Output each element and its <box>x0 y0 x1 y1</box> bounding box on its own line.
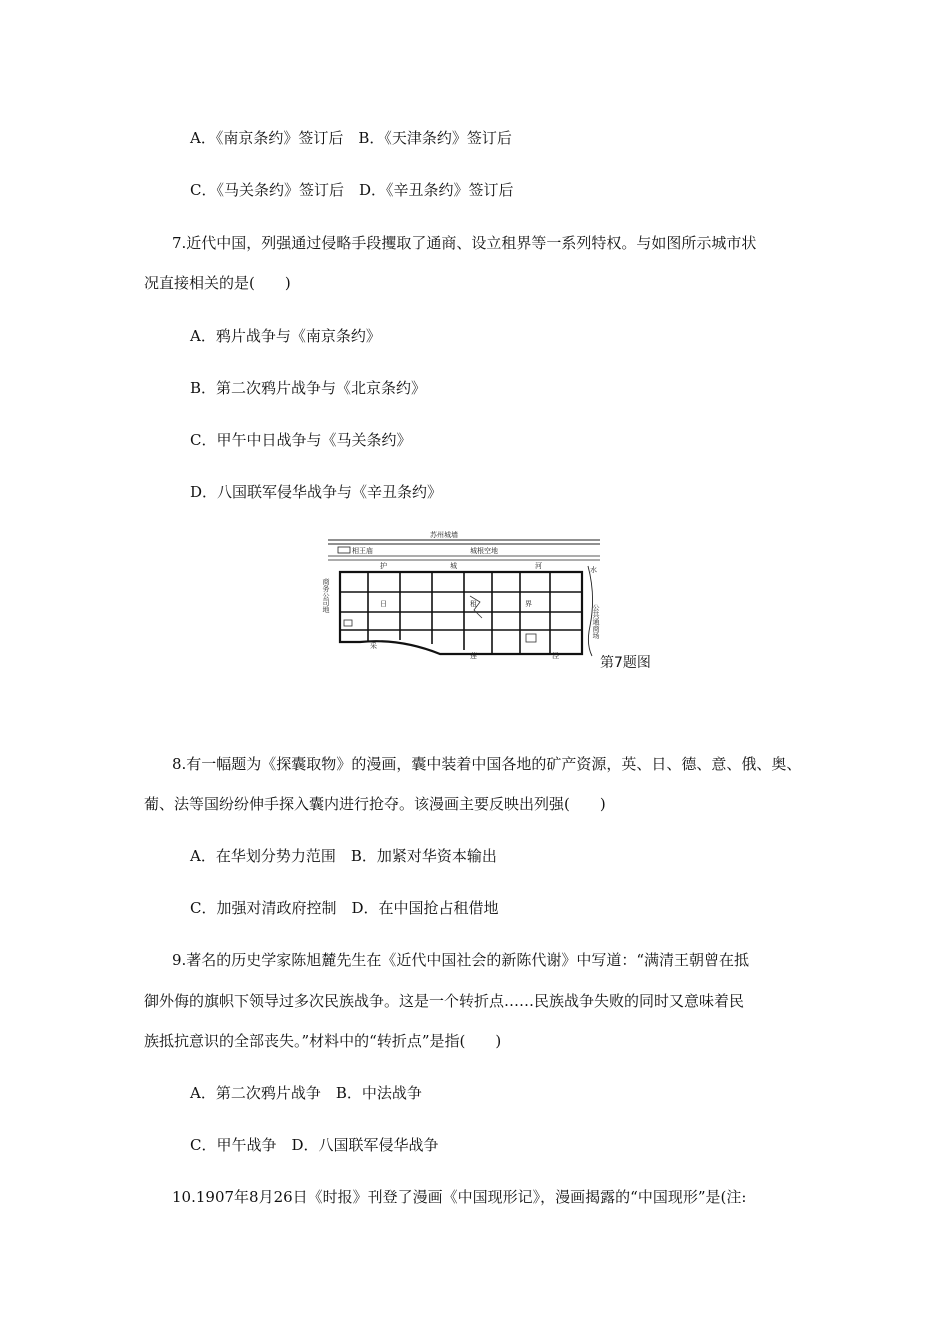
map-label-he: 河 <box>535 562 542 570</box>
map-label-jing: 泾 <box>552 652 559 660</box>
map-label-lian: 莲 <box>470 652 477 660</box>
q6-option-row-2: C．《马关条约》签订后 D．《辛丑条约》签订后 <box>190 181 514 199</box>
q8-option-row-2: C．加强对清政府控制 D．在中国抢占租借地 <box>190 899 499 917</box>
map-label-wall: 苏州城墙 <box>430 531 458 539</box>
q7-stem-line-2: 况直接相关的是( ) <box>144 274 291 292</box>
q7-option-a: A．鸦片战争与《南京条约》 <box>190 327 381 345</box>
map-label-ri: 日 <box>380 600 387 608</box>
q9-stem-line-2: 御外侮的旗帜下领导过多次民族战争。这是一个转折点……民族战争失败的同时又意味着民 <box>144 992 745 1010</box>
q8-stem-line-1: 8.有一幅题为《探囊取物》的漫画，囊中装着中国各地的矿产资源，英、日、德、意、俄、奥、 <box>172 755 802 773</box>
q6-option-row-1: A．《南京条约》签订后 B．《天津条约》签订后 <box>190 129 512 147</box>
map-label-left-vertical: 商务公司地 <box>322 578 330 613</box>
q8-option-row-1: A．在华划分势力范围 B．加紧对华资本输出 <box>190 847 497 865</box>
q7-option-d: D．八国联军侵华战争与《辛丑条约》 <box>190 483 443 501</box>
map-label-shui: 水 <box>590 566 597 574</box>
q9-option-row-2: C．甲午战争 D．八国联军侵华战争 <box>190 1136 439 1154</box>
q7-stem-line-1: 7.近代中国，列强通过侵略手段攫取了通商、设立租界等一系列特权。与如图所示城市状 <box>172 234 757 252</box>
q7-option-c: C．甲午中日战争与《马关条约》 <box>190 431 412 449</box>
q8-stem-line-2: 葡、法等国纷纷伸手探入囊内进行抢夺。该漫画主要反映出列强( ) <box>144 795 606 813</box>
q9-stem-line-1: 9.著名的历史学家陈旭麓先生在《近代中国社会的新陈代谢》中写道：“满清王朝曾在抵 <box>172 951 749 969</box>
map-label-open-land: 城根空地 <box>470 547 498 555</box>
map-label-hu: 护 <box>380 562 387 570</box>
q9-option-row-1: A．第二次鸦片战争 B．中法战争 <box>190 1084 422 1102</box>
q7-figure-caption: 第7题图 <box>600 655 651 671</box>
map-label-right-vertical: 公共通商场 <box>592 604 600 639</box>
q7-concession-map <box>320 526 610 660</box>
q7-option-b: B．第二次鸦片战争与《北京条约》 <box>190 379 427 397</box>
map-label-zu: 租 <box>470 600 477 608</box>
map-label-cai: 采 <box>370 642 377 650</box>
map-label-jie: 界 <box>525 600 532 608</box>
q10-stem-line-1: 10.1907年8月26日《时报》刊登了漫画《中国现形记》，漫画揭露的“中国现形”是(注: <box>172 1188 747 1206</box>
map-label-cheng: 城 <box>450 562 457 570</box>
map-label-temple: 相王庙 <box>352 547 373 555</box>
q9-stem-line-3: 族抵抗意识的全部丧失。”材料中的“转折点”是指( ) <box>144 1032 502 1050</box>
